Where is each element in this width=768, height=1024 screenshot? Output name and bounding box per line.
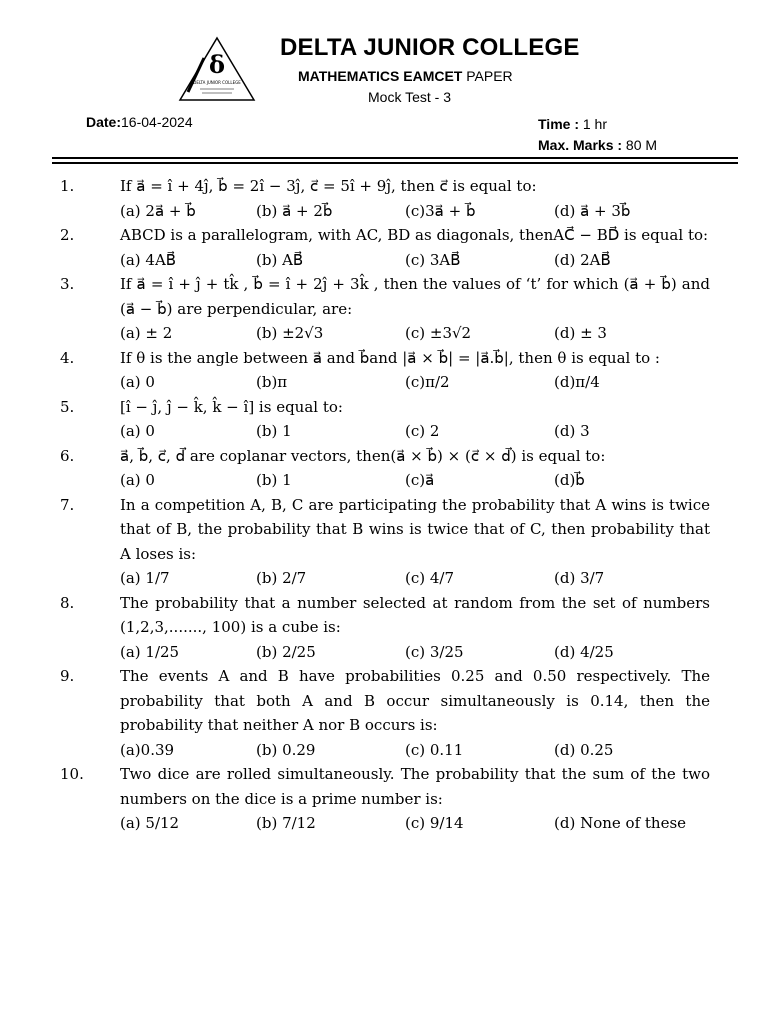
option-d: (d) None of these [554, 814, 687, 832]
option-b: (b) 7/12 [256, 814, 316, 832]
options-row [0, 738, 768, 763]
option-d: (d) 3 [554, 422, 590, 440]
college-name: DELTA JUNIOR COLLEGE [280, 34, 580, 61]
options-row [0, 811, 768, 836]
question-4 [0, 346, 768, 395]
option-d: (d) 4/25 [554, 642, 614, 661]
option-a: (a) 0 [120, 471, 155, 489]
option-a: (a) 1/25 [120, 642, 180, 661]
option-c: (c) ±3√2 [405, 324, 472, 342]
option-b: (b)π [256, 373, 288, 391]
options-row [0, 199, 768, 224]
question-text: [î − ĵ, ĵ − k̂, k̂ − î] is equal to: [120, 397, 343, 416]
mock-test-label: Mock Test - 3 [368, 89, 451, 105]
question-text: ABCD is a parallelogram, with AC, BD as diagonals, thenAC⃗ − BD⃗ is equal to: [120, 226, 709, 244]
question-text: Two dice are rolled simultaneously. The probability that the sum of the two numbers on the dice is a prime number is: [120, 765, 710, 808]
options-row [0, 419, 768, 444]
question-number: 2. [60, 226, 75, 244]
question-text: The events A and B have probabilities 0.25 and 0.50 respectively. The probability that both A and B occur simultaneously is 0.14, then the probability that neither A nor B occurs is: [120, 667, 710, 734]
question-text: If a⃗ = î + ĵ + tk̂ , b⃗ = î + 2ĵ + 3k̂ , then the values of ‘t’ for which (a⃗ + b⃗) and (a⃗ − b⃗) are perpendicular, are: [120, 275, 710, 318]
option-d: (d) ± 3 [554, 324, 607, 342]
options-row [0, 468, 768, 493]
option-c: (c)3a⃗ + b⃗ [405, 201, 476, 220]
question-2 [0, 223, 768, 272]
question-1 [0, 174, 768, 223]
option-b: (b) 1 [256, 471, 292, 489]
option-a: (a)0.39 [120, 740, 175, 759]
question-text: In a competition A, B, C are participating the probability that A wins is twice that of B, the probability that B wins is twice that of C, then probability that A loses is: [120, 495, 710, 563]
exam-date: Date:16-04-2024 [86, 114, 193, 130]
option-d: (d) a⃗ + 3b⃗ [554, 201, 631, 220]
question-3 [0, 272, 768, 346]
option-b: (b) AB⃗ [256, 250, 304, 269]
option-d: (d) 2AB⃗ [554, 250, 611, 269]
option-b: (b) 2/25 [256, 642, 316, 661]
options-row [0, 321, 768, 346]
question-text: a⃗, b⃗, c⃗, d⃗ are coplanar vectors, then(a⃗ × b⃗) × (c⃗ × d⃗) is equal to: [120, 446, 606, 465]
option-a: (a) 4AB⃗ [120, 250, 177, 269]
option-b: (b) a⃗ + 2b⃗ [256, 201, 333, 220]
question-number: 6. [60, 446, 75, 465]
option-b: (b) 2/7 [256, 569, 307, 587]
svg-text:δ: δ [208, 50, 226, 79]
option-d: (d)b⃗ [554, 471, 585, 489]
question-number: 8. [60, 593, 75, 612]
question-text: If a⃗ = î + 4ĵ, b⃗ = 2î − 3ĵ, c⃗ = 5î + 9ĵ, then c⃗ is equal to: [120, 177, 537, 195]
question-text: The probability that a number selected at random from the set of numbers (1,2,3,......., 100) is a cube is: [120, 593, 710, 636]
option-b: (b) 1 [256, 422, 292, 440]
option-d: (d) 3/7 [554, 569, 605, 587]
question-number: 3. [60, 275, 75, 293]
question-list [0, 174, 768, 836]
option-a: (a) 2a⃗ + b⃗ [120, 201, 196, 220]
question-number: 1. [60, 177, 75, 195]
option-b: (b) ±2√3 [256, 324, 324, 342]
header-divider-top [52, 157, 738, 159]
question-number: 5. [60, 397, 75, 416]
paper-title: MATHEMATICS EAMCET PAPER [298, 68, 513, 84]
option-c: (c) 3/25 [405, 642, 464, 661]
option-a: (a) 5/12 [120, 814, 180, 832]
options-row [0, 370, 768, 395]
question-text: If θ is the angle between a⃗ and b⃗and |a⃗ × b⃗| = |a⃗.b⃗|, then θ is equal to : [120, 348, 660, 367]
exam-max-marks: Max. Marks : 80 M [538, 137, 658, 153]
exam-time: Time : 1 hr [538, 116, 607, 132]
option-c: (c) 4/7 [405, 569, 455, 587]
question-number: 9. [60, 667, 75, 685]
option-c: (c) 2 [405, 422, 440, 440]
question-5 [0, 395, 768, 444]
college-logo [178, 36, 256, 102]
header-divider-bottom [52, 162, 738, 164]
option-d: (d) 0.25 [554, 740, 614, 759]
question-number: 7. [60, 495, 75, 514]
options-row [0, 566, 768, 591]
option-c: (c)a⃗ [405, 471, 435, 489]
question-10 [0, 762, 768, 836]
svg-text:DELTA JUNIOR COLLEGE: DELTA JUNIOR COLLEGE [193, 80, 241, 85]
option-c: (c)π/2 [405, 373, 450, 391]
exam-meta [538, 114, 657, 156]
option-c: (c) 3AB⃗ [405, 250, 461, 269]
option-b: (b) 0.29 [256, 740, 316, 759]
question-8 [0, 591, 768, 665]
option-c: (c) 9/14 [405, 814, 464, 832]
question-9 [0, 664, 768, 762]
question-number: 10. [60, 765, 84, 783]
options-row [0, 640, 768, 665]
option-a: (a) 1/7 [120, 569, 170, 587]
options-row [0, 248, 768, 273]
option-a: (a) ± 2 [120, 324, 173, 342]
option-a: (a) 0 [120, 373, 155, 391]
page-header [0, 0, 768, 160]
option-d: (d)π/4 [554, 373, 600, 391]
question-number: 4. [60, 348, 75, 367]
option-c: (c) 0.11 [405, 740, 464, 759]
option-a: (a) 0 [120, 422, 155, 440]
question-7 [0, 493, 768, 591]
question-6 [0, 444, 768, 493]
